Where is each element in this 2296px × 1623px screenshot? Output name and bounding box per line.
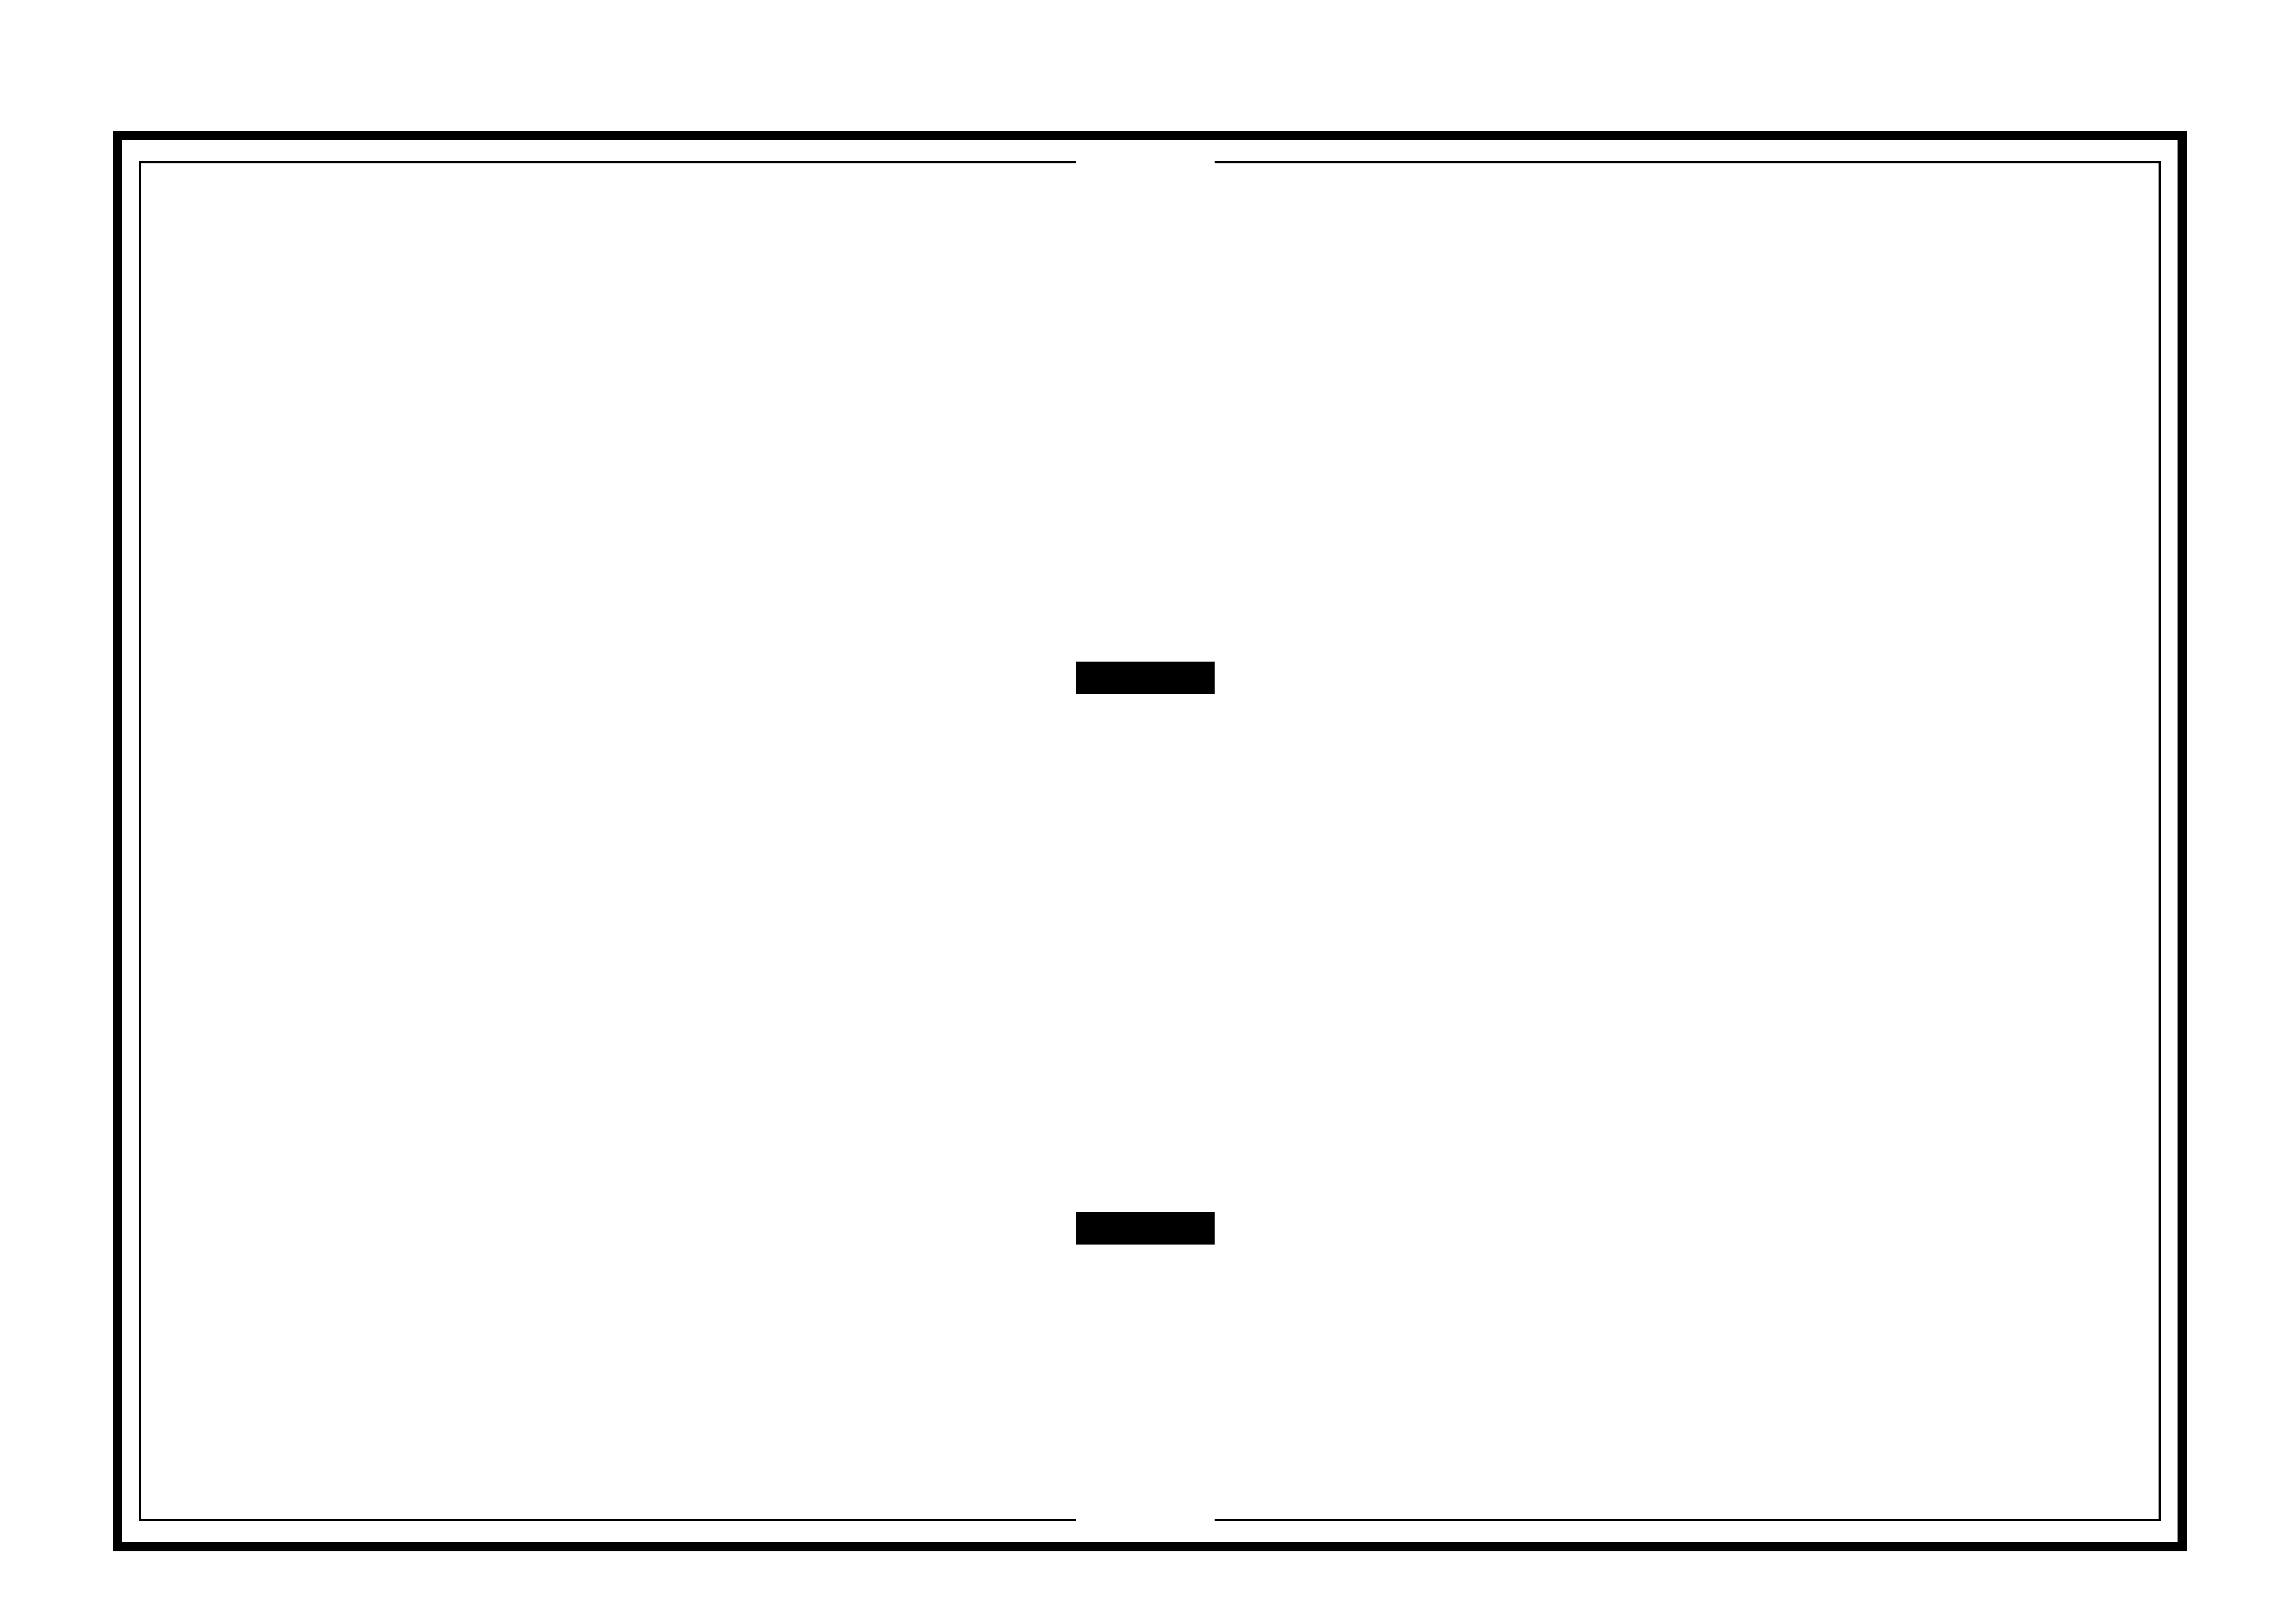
spine-band-bottom (1076, 1212, 1215, 1245)
book-title (1082, 167, 1207, 652)
hall-name (1082, 1249, 1207, 1522)
spine-band-top (1076, 662, 1215, 694)
